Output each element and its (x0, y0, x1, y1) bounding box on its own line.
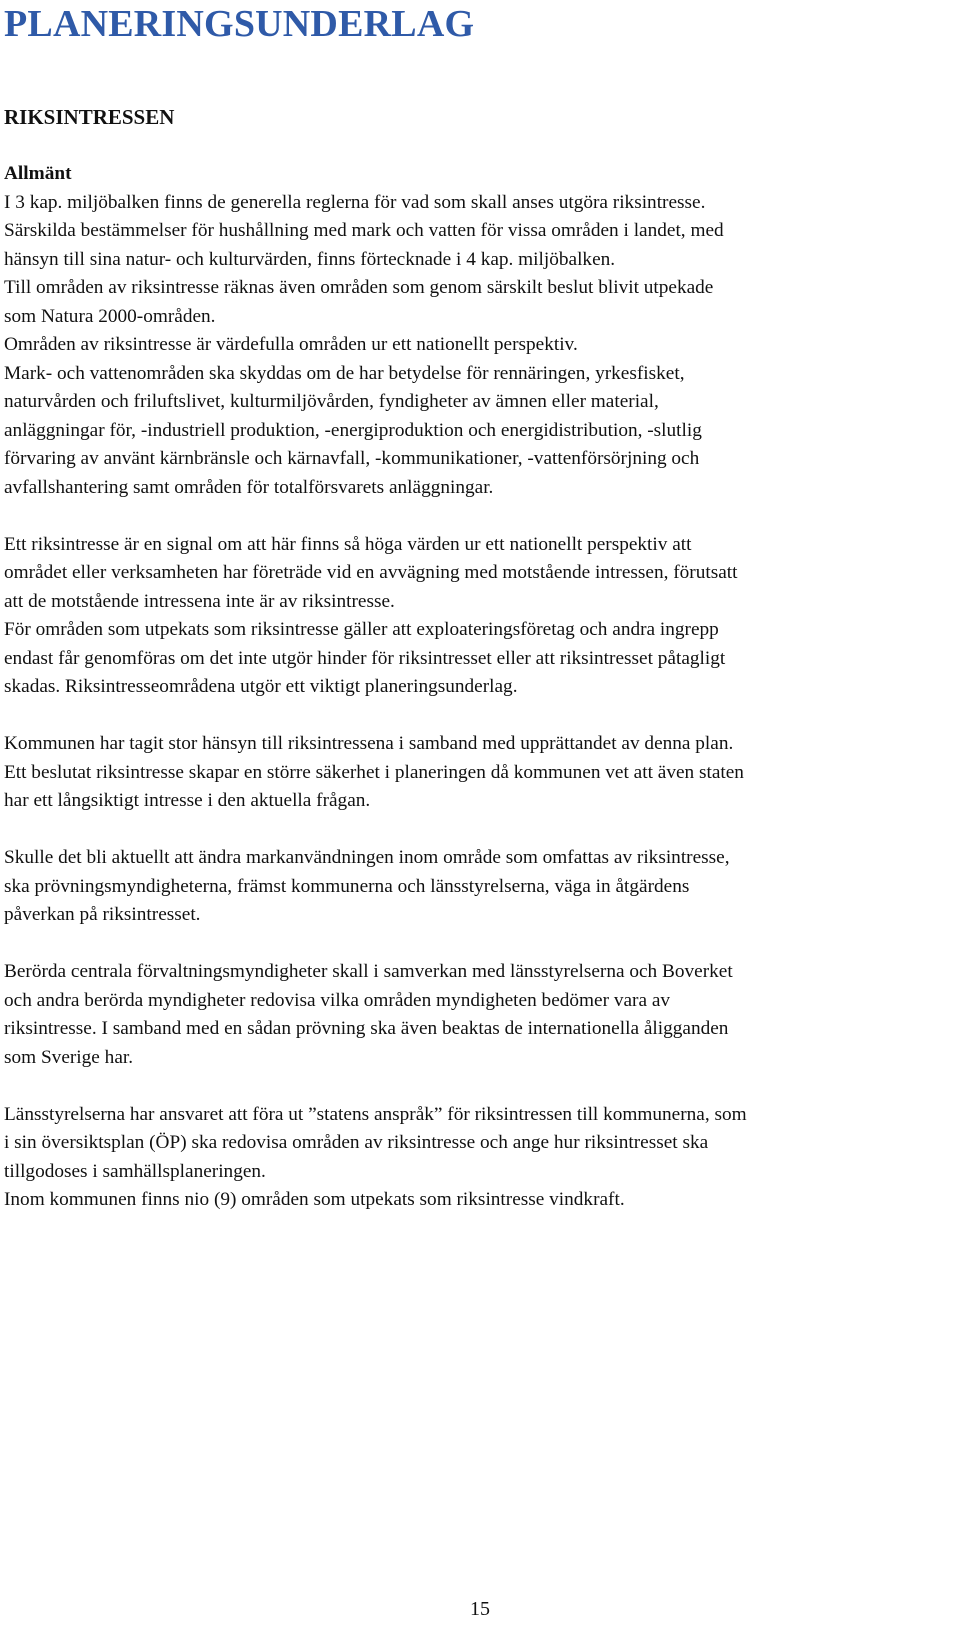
text-line: Berörda centrala förvaltningsmyndigheter skall i samverkan med länsstyrelserna och Boverket (4, 961, 733, 982)
text-line: förvaring av använt kärnbränsle och kärnavfall, -kommunikationer, -vattenförsörjning och (4, 448, 700, 469)
section-heading: RIKSINTRESSEN (4, 105, 175, 129)
text-line: avfallshantering samt områden för totalförsvarets anläggningar. (4, 476, 494, 498)
text-line: i sin översiktsplan (ÖP) ska redovisa områden av riksintresse och ange hur riksintresset ska (4, 1132, 709, 1153)
text-line: Ett riksintresse är en signal om att här finns så höga värden ur ett nationellt perspektiv att (4, 533, 692, 555)
text-line: anläggningar för, -industriell produktion, -energiproduktion och energidistribution, -slutlig (4, 419, 702, 441)
paragraph-block-4 (4, 844, 958, 930)
text-line: Särskilda bestämmelser för hushållning med mark och vatten för vissa områden i landet, med (4, 220, 724, 241)
text-line: Till områden av riksintresse räknas även områden som genom särskilt beslut blivit utpekade (4, 277, 714, 298)
paragraph-gap (4, 930, 958, 959)
document-title: PLANERINGSUNDERLAG (4, 3, 475, 45)
paragraph-block-1 (4, 189, 958, 503)
text-line: tillgodoses i samhällsplaneringen. (4, 1160, 266, 1182)
text-line: naturvården och friluftslivet, kulturmiljövården, fyndigheter av ämnen eller material, (4, 391, 659, 412)
body-text (4, 160, 958, 1215)
text-line: Områden av riksintresse är värdefulla områden ur ett nationellt perspektiv. (4, 334, 578, 355)
text-line: Mark- och vattenområden ska skyddas om de har betydelse för rennäringen, yrkesfisket, (4, 362, 685, 384)
text-line: och andra berörda myndigheter redovisa vilka områden myndigheten bedömer vara av (4, 989, 671, 1011)
paragraph-block-3 (4, 730, 958, 816)
paragraph-block-6 (4, 1101, 958, 1215)
text-line: Kommunen har tagit stor hänsyn till riksintressena i samband med upprättandet av denna plan. (4, 733, 734, 754)
text-line: området eller verksamheten har företräde vid en avvägning med motstående intressen, förutsatt (4, 562, 738, 583)
text-line: har ett långsiktigt intresse i den aktuella frågan. (4, 790, 371, 811)
text-line: skadas. Riksintresseområdena utgör ett viktigt planeringsunderlag. (4, 676, 518, 697)
text-line: endast får genomföras om det inte utgör hinder för riksintresset eller att riksintresset påtagligt (4, 647, 726, 669)
text-line: hänsyn till sina natur- och kulturvärden, finns förtecknade i 4 kap. miljöbalken. (4, 248, 616, 270)
subheading-allmant: Allmänt (4, 163, 72, 184)
paragraph-block-2 (4, 531, 958, 702)
text-line: För områden som utpekats som riksintresse gäller att exploateringsföretag och andra ingrepp (4, 619, 719, 640)
text-line: Länsstyrelserna har ansvaret att föra ut ”statens anspråk” för riksintressen till kommunerna, som (4, 1103, 747, 1125)
text-line: riksintresse. I samband med en sådan prövning ska även beaktas de internationella åligganden (4, 1018, 729, 1039)
page-number: 15 (470, 1598, 490, 1620)
paragraph-gap (4, 502, 958, 531)
paragraph-gap (4, 702, 958, 731)
text-line: att de motstående intressena inte är av riksintresse. (4, 590, 395, 612)
text-line: ska prövningsmyndigheterna, främst kommunerna och länsstyrelserna, väga in åtgärdens (4, 875, 690, 897)
text-line: som Sverige har. (4, 1046, 134, 1068)
text-line: I 3 kap. miljöbalken finns de generella reglerna för vad som skall anses utgöra riksintresse. (4, 191, 706, 213)
text-line: Ett beslutat riksintresse skapar en större säkerhet i planeringen då kommunen vet att även staten (4, 761, 744, 783)
text-line: som Natura 2000-områden. (4, 305, 216, 327)
paragraph-block-5 (4, 958, 958, 1072)
text-line: påverkan på riksintresset. (4, 904, 201, 925)
paragraph-gap (4, 816, 958, 845)
text-line: Skulle det bli aktuellt att ändra markanvändningen inom område som omfattas av riksintresse, (4, 847, 730, 868)
paragraph-gap (4, 1072, 958, 1101)
text-line: Inom kommunen finns nio (9) områden som utpekats som riksintresse vindkraft. (4, 1189, 625, 1210)
